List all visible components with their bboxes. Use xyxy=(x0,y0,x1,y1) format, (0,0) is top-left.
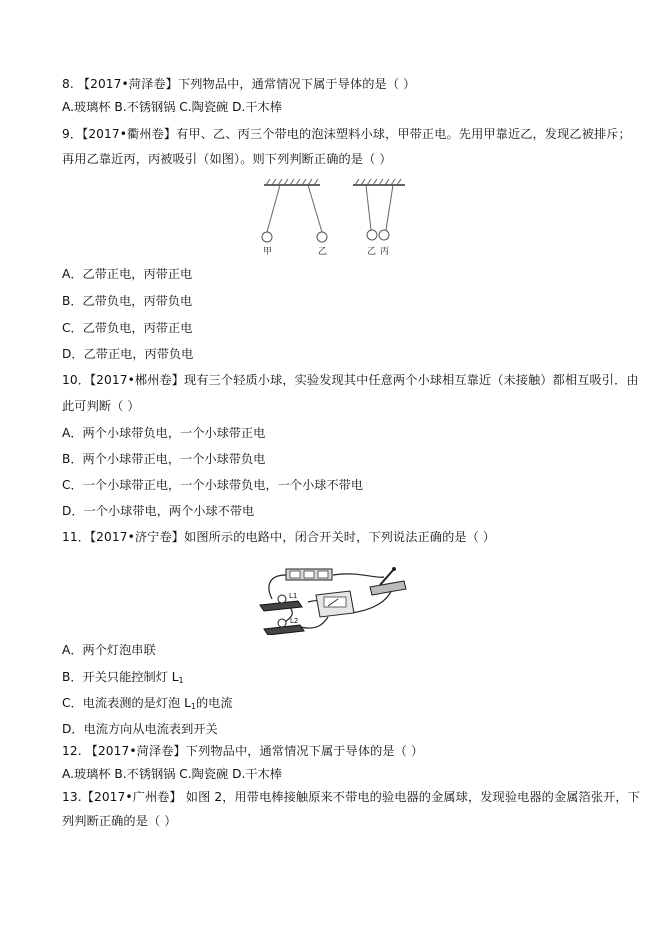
q9-option-d: D．乙带正电，丙带负电 xyxy=(62,347,194,361)
switch xyxy=(370,567,406,595)
ammeter xyxy=(316,591,354,617)
q13-stem-line1: 13.【2017•广州卷】 如图 2，用带电棒接触原来不带电的验电器的金属球，发现验电器的金属箔张开，下 xyxy=(62,790,640,804)
ball-yi-left xyxy=(317,232,327,242)
q11-option-d: D．电流方向从电流表到开关 xyxy=(62,722,218,736)
q10-option-c: C．一个小球带正电，一个小球带负电，一个小球不带电 xyxy=(62,478,364,492)
q10-stem-line1: 10．【2017•郴州卷】现有三个轻质小球，实验发现其中任意两个小球相互靠近（未接触）都相互吸引．由 xyxy=(62,373,639,387)
q12-options: A.玻璃杯 B.不锈钢锅 C.陶瓷碗 D.干木棒 xyxy=(62,767,282,781)
ball-yi-right xyxy=(367,230,377,240)
label-l1: L1 xyxy=(289,592,298,600)
ball-bing xyxy=(379,230,389,240)
label-bing: 丙 xyxy=(380,247,390,257)
label-l2: L2 xyxy=(290,617,299,625)
q11-option-b-text: B．开关只能控制灯 L xyxy=(62,670,179,684)
battery xyxy=(286,569,332,580)
q11-option-c-text: C．电流表测的是灯泡 L xyxy=(62,696,191,710)
q11-option-c-sub: 1 xyxy=(190,702,196,711)
label-yi-right: 乙 xyxy=(367,247,377,257)
q9-stem-line1: 9．【2017•衢州卷】有甲、乙、丙三个带电的泡沫塑料小球，甲带正电。先用甲靠近乙，发现乙被排斥； xyxy=(62,127,631,141)
ball-jia xyxy=(262,232,272,242)
q9-stem-line2: 再用乙靠近丙，丙被吸引（如图）。则下列判断正确的是（ ） xyxy=(62,152,392,166)
q12-stem: 12. 【2017•菏泽卷】下列物品中，通常情况下属于导体的是（ ） xyxy=(62,744,424,758)
q9-option-b: B．乙带负电，丙带负电 xyxy=(62,294,193,308)
q10-option-a: A．两个小球带负电，一个小球带正电 xyxy=(62,426,266,440)
q10-stem-line2: 此可判断（ ） xyxy=(62,399,140,413)
left-ceiling xyxy=(264,179,320,185)
label-yi-left: 乙 xyxy=(318,247,328,257)
pendulum-figure xyxy=(258,177,408,257)
q9-option-a: A．乙带正电，丙带正电 xyxy=(62,267,193,281)
q10-option-b: B．两个小球带正电，一个小球带负电 xyxy=(62,452,266,466)
circuit-figure xyxy=(258,557,408,635)
q9-option-c: C．乙带负电，丙带正电 xyxy=(62,321,193,335)
label-jia: 甲 xyxy=(263,247,273,257)
q10-option-d: D．一个小球带电，两个小球不带电 xyxy=(62,504,255,518)
q13-stem-line2: 列判断正确的是（ ） xyxy=(62,814,177,828)
right-ceiling xyxy=(353,179,405,185)
q8-options: A.玻璃杯 B.不锈钢锅 C.陶瓷碗 D.干木棒 xyxy=(62,100,282,114)
q11-option-c xyxy=(62,695,233,715)
q11-stem: 11．【2017•济宁卷】如图所示的电路中，闭合开关时，下列说法正确的是（ ） xyxy=(62,530,496,544)
q11-option-c-tail: 的电流 xyxy=(195,696,233,710)
q8-stem: 8. 【2017•菏泽卷】下列物品中，通常情况下属于导体的是（ ） xyxy=(62,77,416,91)
q11-option-b xyxy=(62,669,184,689)
q11-option-b-sub: 1 xyxy=(178,676,184,685)
q11-option-a: A．两个灯泡串联 xyxy=(62,643,156,657)
